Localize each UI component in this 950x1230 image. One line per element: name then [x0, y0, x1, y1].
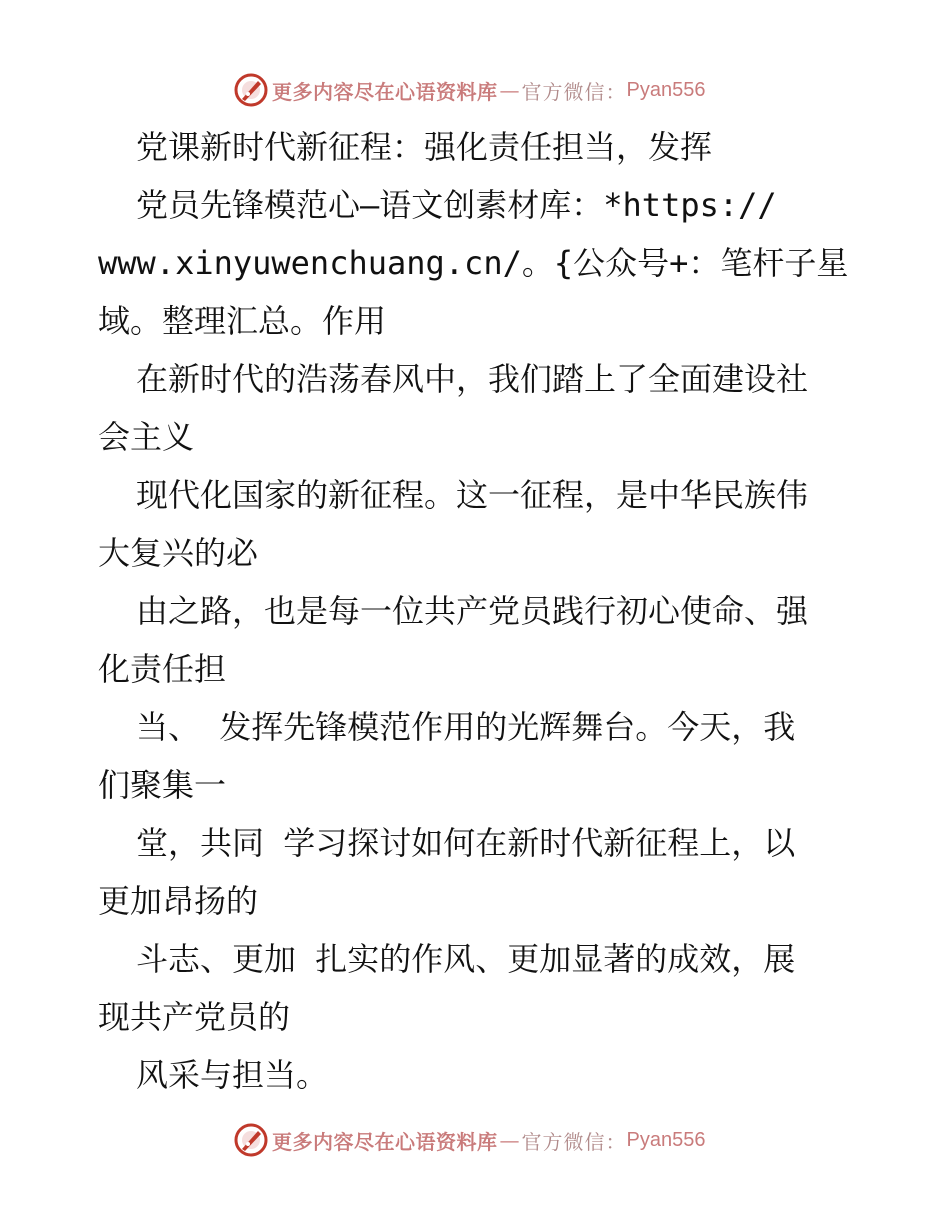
- paragraph-line: 化责任担: [98, 650, 227, 688]
- paragraph-line: 更加昂扬的: [98, 882, 259, 920]
- banner-wechat-label: 官方微信：: [521, 1129, 627, 1154]
- banner-main-text: 更多内容尽在心语资料库: [272, 79, 498, 104]
- banner-separator: —: [499, 1128, 520, 1152]
- header-banner: [234, 72, 705, 108]
- paragraph-line: 斗志、更加 扎实的作风、更加显著的成效，展: [136, 940, 796, 978]
- banner-wechat-label: 官方微信：: [521, 79, 627, 104]
- paragraph-line: 现代化国家的新征程。这一征程，是中华民族伟: [136, 476, 809, 514]
- document-body: [98, 118, 858, 1104]
- banner-account-id: Pyan556: [626, 1128, 706, 1151]
- doc-title-line-2: 党员先锋模范心—语文创素材库：*https://: [136, 186, 777, 224]
- banner-account-id: Pyan556: [626, 78, 706, 101]
- doc-title-line-4: 域。整理汇总。作用: [98, 302, 387, 340]
- banner-main-text: 更多内容尽在心语资料库: [272, 1129, 498, 1154]
- footer-banner: [234, 1122, 705, 1158]
- paragraph-line: 当、 发挥先锋模范作用的光辉舞台。今天，我: [136, 708, 796, 746]
- pen-nib-logo-icon: [234, 1123, 268, 1157]
- doc-title-line-3: www.xinyuwenchuang.cn/。{公众号+：笔杆子星: [98, 244, 849, 282]
- paragraph-line: 大复兴的必: [98, 534, 259, 572]
- paragraph-line: 们聚集一: [98, 766, 227, 804]
- banner-separator: —: [499, 78, 520, 102]
- paragraph-line: 风采与担当。: [136, 1056, 329, 1094]
- paragraph-line: 堂，共同 学习探讨如何在新时代新征程上，以: [136, 824, 796, 862]
- paragraph-line: 会主义: [98, 418, 195, 456]
- paragraph-line: 在新时代的浩荡春风中，我们踏上了全面建设社: [136, 360, 809, 398]
- paragraph-line: 由之路，也是每一位共产党员践行初心使命、强: [136, 592, 809, 630]
- pen-nib-logo-icon: [234, 73, 268, 107]
- paragraph-line: 现共产党员的: [98, 998, 291, 1036]
- doc-title-line-1: 党课新时代新征程：强化责任担当，发挥: [136, 128, 713, 166]
